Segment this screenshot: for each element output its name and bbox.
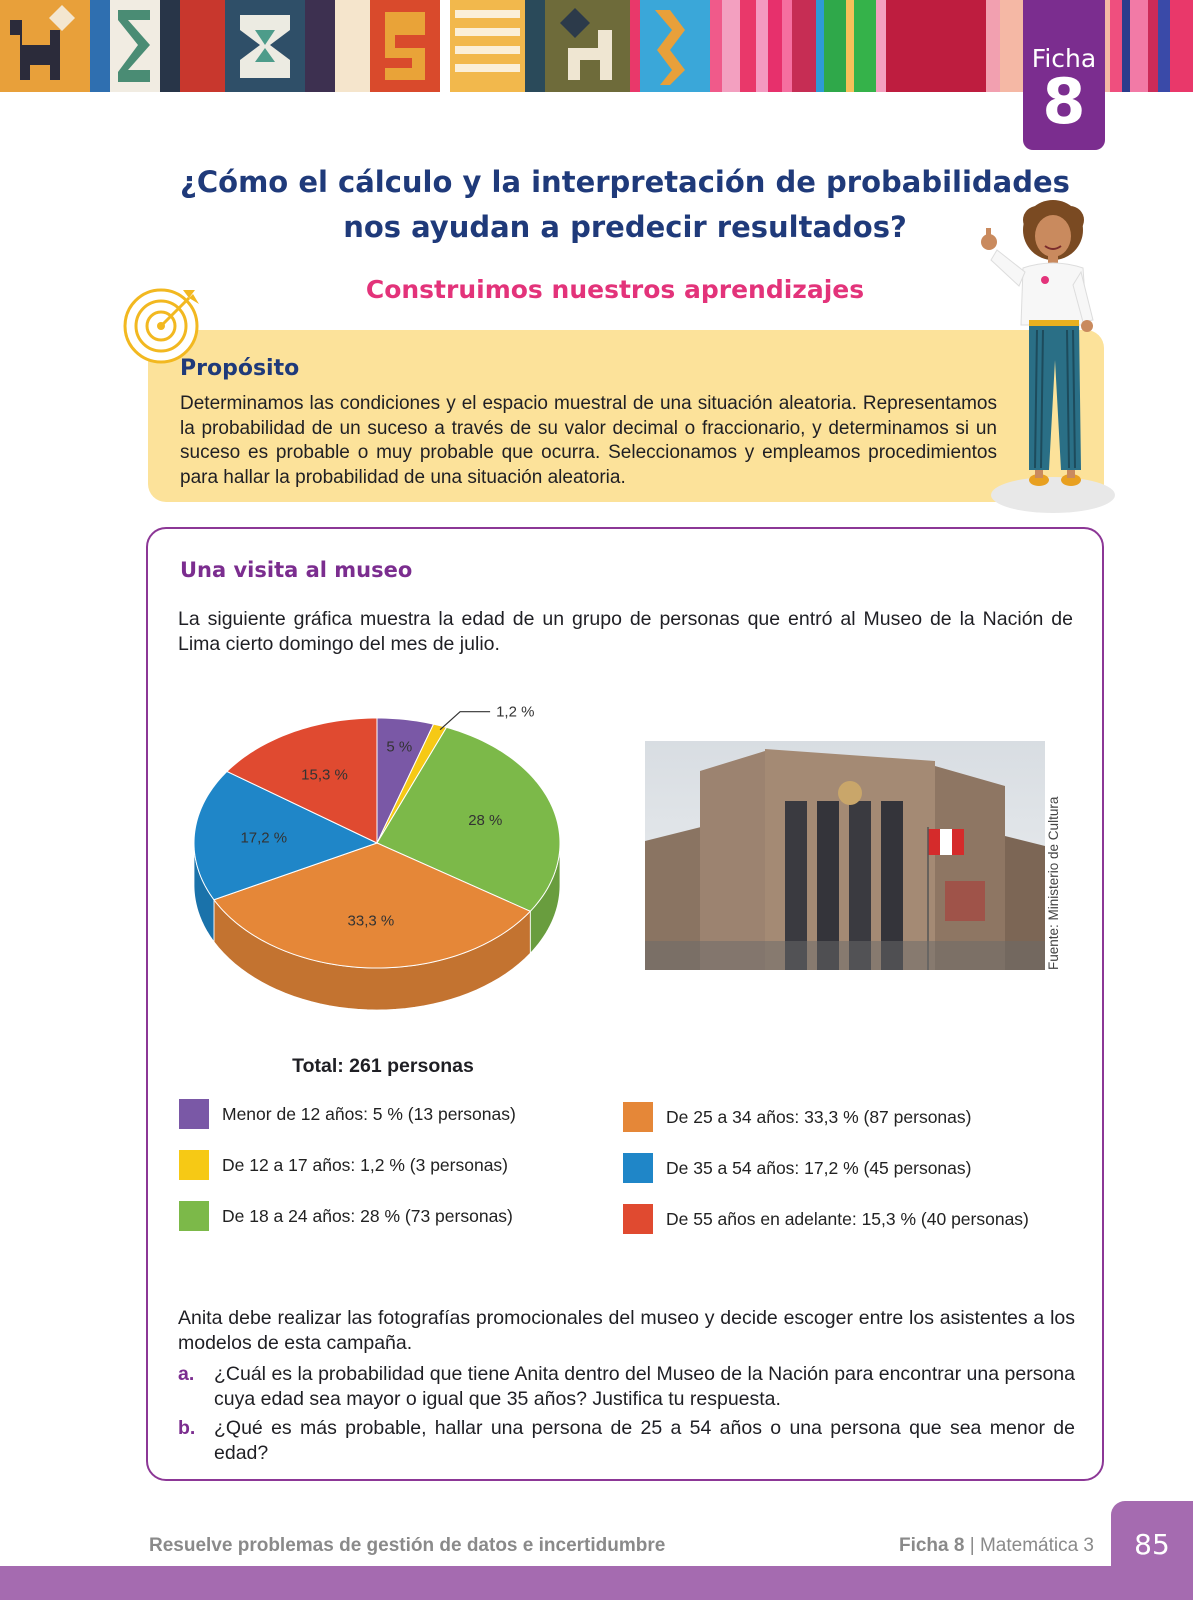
pie-slice-label: 15,3 % — [301, 766, 348, 784]
legend-label: De 35 a 54 años: 17,2 % (45 personas) — [666, 1157, 972, 1178]
pie-slice-label: 17,2 % — [240, 829, 288, 847]
pie-slice-label: 33,3 % — [347, 912, 395, 930]
ficha-number: 8 — [1042, 65, 1086, 138]
question-b — [178, 1416, 1075, 1466]
legend-label: Menor de 12 años: 5 % (13 personas) — [222, 1103, 516, 1124]
museum-photo — [645, 741, 1045, 970]
legend-swatch — [179, 1201, 209, 1231]
activity-heading: Una visita al museo — [180, 558, 413, 582]
legend-label: De 55 años en adelante: 15,3 % (40 personas) — [666, 1208, 1029, 1229]
legend-item — [179, 1201, 513, 1231]
legend-swatch — [623, 1102, 653, 1132]
photo-credit: Fuente: Ministerio de Cultura — [1046, 796, 1061, 970]
page-title-line-2: nos ayudan a predecir resultados? — [343, 210, 907, 244]
section-subtitle: Construimos nuestros aprendizajes — [365, 275, 865, 304]
legend-swatch — [623, 1204, 653, 1234]
pie-slice-label: 28 % — [468, 812, 503, 829]
question-letter: a. — [178, 1363, 195, 1385]
pie-slice-label: 1,2 % — [496, 703, 535, 721]
legend-item — [179, 1099, 516, 1129]
footer-competency: Resuelve problemas de gestión de datos e incertidumbre — [149, 1535, 666, 1556]
footer-course — [880, 1535, 1094, 1557]
pie-slice-label: 5 % — [386, 738, 413, 756]
question-a — [178, 1362, 1075, 1412]
textile-banner — [0, 0, 1193, 92]
legend-label: De 18 a 24 años: 28 % (73 personas) — [222, 1205, 513, 1226]
legend-swatch — [179, 1150, 209, 1180]
question-letter: b. — [178, 1417, 196, 1439]
legend-swatch — [623, 1153, 653, 1183]
activity-intro: La siguiente gráfica muestra la edad de un grupo de personas que entró al Museo de la Nación de Lima cierto domingo del mes de julio. — [178, 608, 1073, 655]
legend-item — [623, 1153, 971, 1183]
ficha-label: Ficha — [1031, 44, 1097, 73]
teacher-illustration — [975, 190, 1125, 525]
legend-label: De 12 a 17 años: 1,2 % (3 personas) — [222, 1154, 509, 1175]
age-pie-chart — [190, 700, 590, 1040]
question-text: ¿Cuál es la probabilidad que tiene Anita dentro del Museo de la Nación para encontrar una persona cuya edad sea mayor o igual que 35 años? Justifica tu respuesta. — [214, 1363, 1075, 1410]
questions-intro: Anita debe realizar las fotografías promocionales del museo y decide escoger entre los asistentes a los modelos de esta campaña. — [178, 1307, 1075, 1354]
footer-ficha-word: Ficha — [898, 1535, 949, 1556]
page-number: 85 — [1134, 1528, 1170, 1561]
page-title — [150, 160, 1100, 250]
footer-ficha-number: 8 — [953, 1535, 965, 1556]
ficha-tab — [1023, 0, 1105, 150]
target-icon — [123, 284, 205, 366]
page-title-line-1: ¿Cómo el cálculo y la interpretación de probabilidades — [180, 165, 1070, 199]
pie-leader-line — [440, 712, 490, 730]
footer-course-name: Matemática 3 — [979, 1535, 1094, 1556]
legend-item — [179, 1150, 508, 1180]
question-text: ¿Qué es más probable, hallar una persona de 25 a 54 años o una persona que sea menor de edad? — [214, 1417, 1075, 1464]
footer-bar — [0, 1566, 1193, 1600]
purpose-heading: Propósito — [180, 356, 300, 381]
legend-swatch — [179, 1099, 209, 1129]
footer-separator: | — [964, 1535, 980, 1556]
purpose-text: Determinamos las condiciones y el espacio muestral de una situación aleatoria. Representamos la probabilidad de un suceso a través de su valor decimal o fraccionario, y determinamos si un suceso es probable o muy probable que ocurra. Seleccionamos y empleamos procedimientos para hallar la probabilidad de una situación aleatoria. — [180, 393, 997, 488]
legend-item — [623, 1102, 971, 1132]
legend-item — [623, 1204, 1029, 1234]
chart-total-label: Total: 261 personas — [292, 1055, 474, 1077]
legend-label: De 25 a 34 años: 33,3 % (87 personas) — [666, 1106, 972, 1127]
